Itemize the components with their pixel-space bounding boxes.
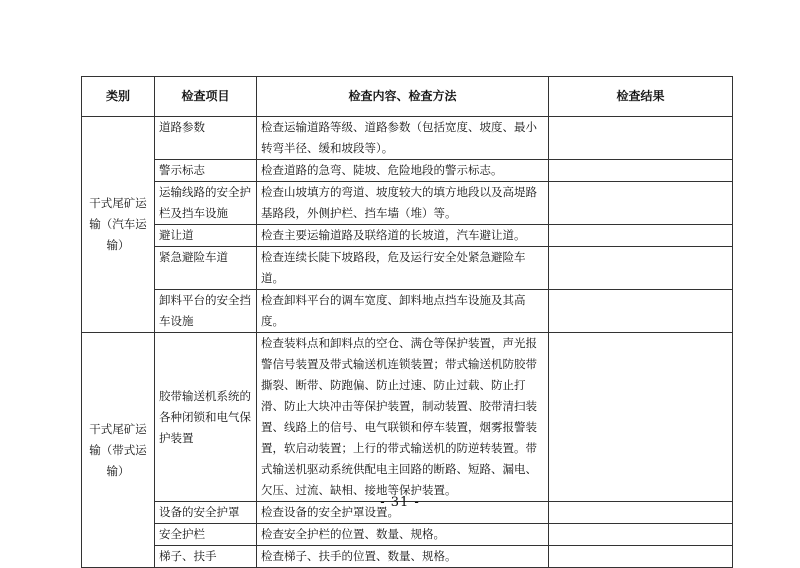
check-content: 检查主要运输道路及联络道的长坡道，汽车避让道。 xyxy=(257,225,549,247)
check-item: 避让道 xyxy=(155,225,257,247)
table-header-row xyxy=(82,77,733,117)
check-content: 检查梯子、扶手的位置、数量、规格。 xyxy=(257,546,549,568)
category-truck-transport: 干式尾矿运输（汽车运输） xyxy=(82,117,155,333)
check-result-cell[interactable] xyxy=(549,225,733,247)
table-row xyxy=(82,225,733,247)
table-row xyxy=(82,524,733,546)
table-row xyxy=(82,160,733,182)
check-item: 警示标志 xyxy=(155,160,257,182)
check-result-cell[interactable] xyxy=(549,333,733,502)
page-number: - 31 - xyxy=(380,495,420,510)
check-result-cell[interactable] xyxy=(549,290,733,333)
check-result-cell[interactable] xyxy=(549,546,733,568)
check-content: 检查装料点和卸料点的空仓、满仓等保护装置，声光报警信号装置及带式输送机连锁装置；带式输送机防胶带撕裂、断带、防跑偏、防止过速、防止过载、防止打滑、防止大块冲击等保护装置，制动装置、胶带清扫装置、线路上的信号、电气联锁和停车装置，烟雾报警装置，软启动装置；上行的带式输送机的防逆转装置。带式输送机驱动系统供配电主回路的断路、短路、漏电、欠压、过流、缺相、接地等保护装置。 xyxy=(257,333,549,502)
check-result-cell[interactable] xyxy=(549,182,733,225)
category-belt-transport: 干式尾矿运输（带式运输） xyxy=(82,333,155,568)
table-row xyxy=(82,333,733,502)
check-content: 检查道路的急弯、陡坡、危险地段的警示标志。 xyxy=(257,160,549,182)
header-check-item: 检查项目 xyxy=(155,77,257,117)
table-row xyxy=(82,182,733,225)
table-row xyxy=(82,117,733,160)
check-result-cell[interactable] xyxy=(549,160,733,182)
check-item: 胶带输送机系统的各种闭锁和电气保护装置 xyxy=(155,333,257,502)
check-result-cell[interactable] xyxy=(549,247,733,290)
header-category: 类别 xyxy=(82,77,155,117)
check-item: 设备的安全护罩 xyxy=(155,502,257,524)
check-content: 检查山坡填方的弯道、坡度较大的填方地段以及高堤路基路段，外侧护栏、挡车墙（堆）等。 xyxy=(257,182,549,225)
check-content: 检查安全护栏的位置、数量、规格。 xyxy=(257,524,549,546)
check-item: 梯子、扶手 xyxy=(155,546,257,568)
check-result-cell[interactable] xyxy=(549,524,733,546)
check-item: 道路参数 xyxy=(155,117,257,160)
header-check-content: 检查内容、检查方法 xyxy=(257,77,549,117)
table-row xyxy=(82,546,733,568)
check-result-cell[interactable] xyxy=(549,117,733,160)
check-item: 卸料平台的安全挡车设施 xyxy=(155,290,257,333)
check-item: 紧急避险车道 xyxy=(155,247,257,290)
check-content: 检查运输道路等级、道路参数（包括宽度、坡度、最小转弯半径、缓和坡段等）。 xyxy=(257,117,549,160)
check-item: 运输线路的安全护栏及挡车设施 xyxy=(155,182,257,225)
header-check-result: 检查结果 xyxy=(549,77,733,117)
check-content: 检查连续长陡下坡路段，危及运行安全处紧急避险车道。 xyxy=(257,247,549,290)
check-content: 检查卸料平台的调车宽度、卸料地点挡车设施及其高度。 xyxy=(257,290,549,333)
check-item: 安全护栏 xyxy=(155,524,257,546)
table-row xyxy=(82,290,733,333)
check-content: 检查设备的安全护罩设置。 xyxy=(257,502,549,524)
table-row xyxy=(82,247,733,290)
